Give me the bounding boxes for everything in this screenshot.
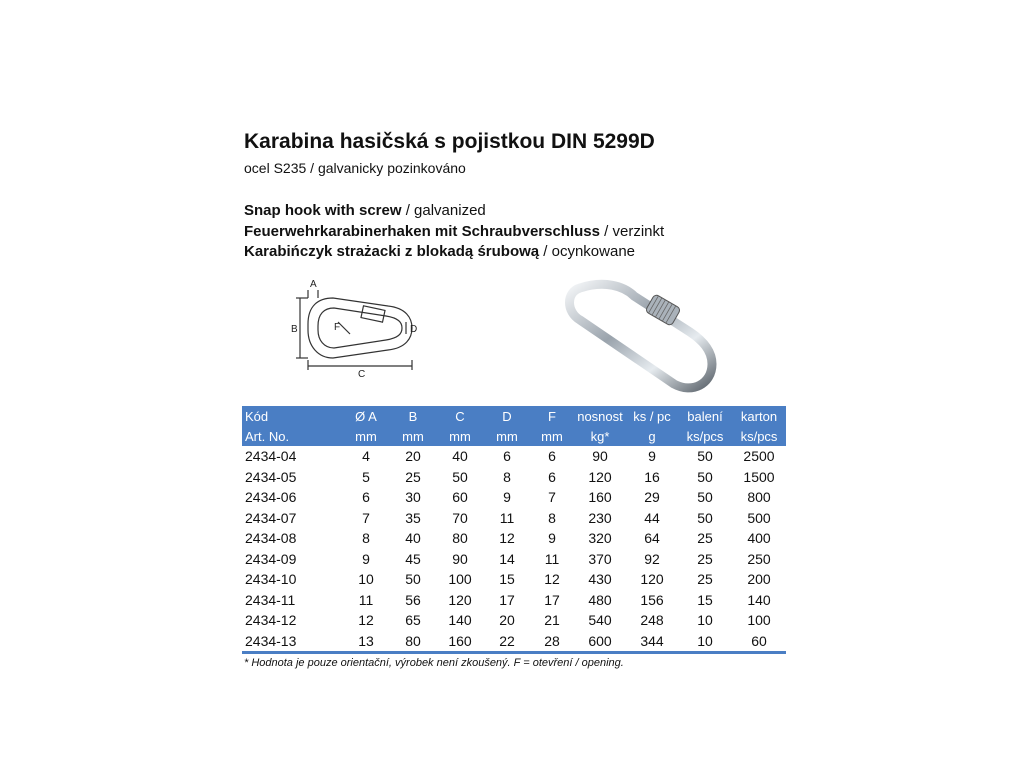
column-unit: ks/pcs [732,426,786,446]
table-cell: 20 [405,448,421,465]
table-cell: 12 [544,571,560,588]
table-cell: 60 [732,631,786,653]
table-cell: 120 [588,468,612,485]
table-row [242,610,786,631]
table-cell: 13 [342,631,390,653]
table-cell: 6 [362,489,370,506]
column-unit: g [626,426,678,446]
column-header: karton [732,406,786,426]
table-cell: 90 [452,550,468,567]
table-row [242,467,786,488]
table-cell: 2434-10 [245,571,297,588]
translation-en [244,202,486,219]
table-cell: 2500 [743,448,775,465]
column-header: D [484,406,530,426]
table-cell: 2434-11 [245,591,296,608]
table-cell: 25 [405,468,421,485]
column-unit: ks/pcs [678,426,732,446]
table-cell: 100 [747,612,771,629]
column-header: C [436,406,484,426]
column-header: B [390,406,436,426]
table-cell: 800 [747,489,771,506]
table-cell: 35 [405,509,421,526]
table-cell: 6 [548,468,556,485]
table-row [242,528,786,549]
table-cell: 11 [358,591,374,608]
table-cell: 80 [390,631,436,653]
table-cell: 9 [648,448,656,465]
table-cell: 9 [503,489,511,506]
table-cell: 430 [588,571,612,588]
column-unit: mm [342,426,390,446]
table-cell: 320 [588,530,612,547]
table-cell: 92 [644,550,660,567]
table-row [242,631,786,653]
column-header: Kód [242,406,342,426]
table-cell: 21 [544,612,560,629]
table-cell: 12 [499,530,515,547]
table-cell: 5 [362,468,370,485]
table-cell: 140 [448,612,472,629]
table-cell: 140 [747,591,771,608]
table-cell: 15 [499,571,515,588]
table-cell: 22 [484,631,530,653]
table-cell: 6 [503,448,511,465]
column-unit: mm [530,426,574,446]
column-unit: kg* [574,426,626,446]
table-cell: 50 [452,468,468,485]
table-cell: 16 [644,468,660,485]
column-header: F [530,406,574,426]
column-header: nosnost [574,406,626,426]
table-cell: 250 [747,550,771,567]
table-cell: 344 [626,631,678,653]
table-cell: 80 [452,530,468,547]
table-cell: 2434-05 [245,468,297,485]
column-unit: Art. No. [242,426,342,446]
table-cell: 11 [499,509,515,526]
table-cell: 4 [362,448,370,465]
spec-table-body [242,446,786,653]
table-cell: 17 [544,591,560,608]
table-cell: 50 [697,468,713,485]
spec-table-header [242,406,786,446]
table-row [242,569,786,590]
table-cell: 56 [405,591,421,608]
table-cell: 2434-09 [245,550,297,567]
table-cell: 7 [548,489,556,506]
translation-pl-rest: / ocynkowane [539,243,636,260]
table-cell: 28 [530,631,574,653]
table-cell: 25 [697,571,713,588]
table-cell: 40 [452,448,468,465]
table-cell: 120 [640,571,664,588]
table-cell: 10 [358,571,374,588]
table-cell: 156 [640,591,664,608]
table-cell: 20 [499,612,515,629]
dim-label-b: B [291,324,298,335]
header-row-1 [242,406,786,426]
table-cell: 6 [548,448,556,465]
table-cell: 400 [747,530,771,547]
table-cell: 9 [548,530,556,547]
dim-label-d: D [410,324,418,335]
table-row [242,508,786,529]
table-cell: 370 [588,550,612,567]
table-cell: 29 [644,489,660,506]
column-unit: mm [436,426,484,446]
table-cell: 2434-07 [245,509,297,526]
page-title: Karabina hasičská s pojistkou DIN 5299D [244,130,655,153]
table-cell: 500 [747,509,771,526]
dimension-diagram [278,276,428,378]
table-cell: 2434-06 [245,489,297,506]
table-cell: 25 [697,530,713,547]
table-cell: 30 [405,489,421,506]
table-row [242,487,786,508]
table-cell: 8 [503,468,511,485]
product-photo [552,268,726,398]
column-header: balení [678,406,732,426]
table-cell: 60 [452,489,468,506]
header-row-2 [242,426,786,446]
table-cell: 9 [362,550,370,567]
table-cell: 44 [644,509,660,526]
dim-label-c: C [358,369,366,378]
translation-en-rest: / galvanized [401,202,486,219]
translation-en-bold: Snap hook with screw [244,202,402,219]
table-cell: 90 [592,448,608,465]
table-cell: 12 [358,612,374,629]
table-cell: 50 [697,509,713,526]
page-subtitle: ocel S235 / galvanicky pozinkováno [244,160,466,176]
translation-de-rest: / verzinkt [599,223,665,240]
table-cell: 11 [544,550,560,567]
table-cell: 2434-13 [242,631,342,653]
table-cell: 14 [499,550,515,567]
table-cell: 200 [747,571,771,588]
table-cell: 25 [697,550,713,567]
column-header: Ø A [342,406,390,426]
table-row [242,590,786,611]
translation-de [244,223,664,240]
table-cell: 230 [588,509,612,526]
table-cell: 1500 [743,468,775,485]
table-cell: 17 [499,591,515,608]
table-cell: 480 [588,591,612,608]
table-cell: 50 [405,571,421,588]
table-cell: 7 [362,509,370,526]
table-cell: 70 [452,509,468,526]
table-cell: 10 [697,612,713,629]
table-cell: 64 [644,530,660,547]
table-cell: 248 [640,612,664,629]
table-cell: 100 [448,571,472,588]
table-cell: 45 [405,550,421,567]
table-cell: 65 [405,612,421,629]
table-cell: 8 [548,509,556,526]
dim-label-f: F [334,322,341,333]
dim-label-a: A [310,279,317,290]
table-cell: 160 [588,489,612,506]
table-cell: 15 [697,591,713,608]
table-cell: 2434-04 [245,448,297,465]
table-cell: 50 [697,448,713,465]
table-cell: 40 [405,530,421,547]
table-cell: 2434-12 [245,612,297,629]
table-cell: 120 [448,591,472,608]
translation-pl-bold: Karabińczyk strażacki z blokadą śrubową [244,243,540,260]
table-row [242,549,786,570]
table-cell: 2434-08 [245,530,297,547]
table-row [242,446,786,467]
table-cell: 8 [362,530,370,547]
table-cell: 10 [678,631,732,653]
column-header: ks / pc [626,406,678,426]
table-cell: 600 [574,631,626,653]
footnote: * Hodnota je pouze orientační, výrobek není zkoušený. F = otevření / opening. [244,657,624,669]
translation-pl [244,243,635,260]
translation-de-bold: Feuerwehrkarabinerhaken mit Schraubverschluss [244,223,600,240]
column-unit: mm [484,426,530,446]
table-cell: 50 [697,489,713,506]
table-cell: 160 [436,631,484,653]
table-cell: 540 [588,612,612,629]
spec-table [242,406,786,654]
column-unit: mm [390,426,436,446]
